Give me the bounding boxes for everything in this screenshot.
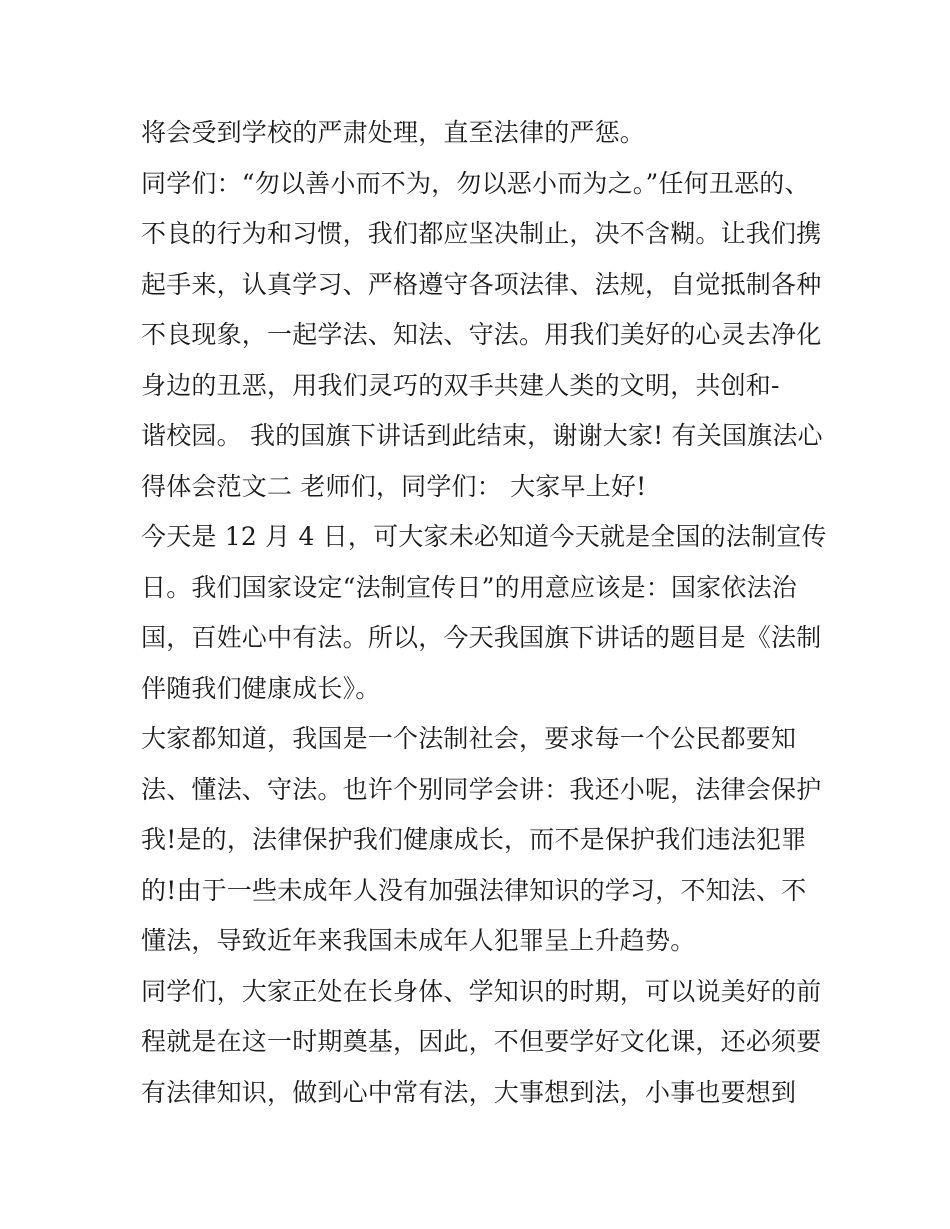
text-line: 程就是在这一时期奠基，因此，不但要学好文化课，还必须要: [141, 1027, 822, 1056]
text-line: 将会受到学校的严肃处理，直至法律的严惩。: [141, 118, 646, 147]
text-line: 同学们，大家正处在长身体、学知识的时期，可以说美好的前: [141, 976, 822, 1006]
text-line: 得体会范文二 老师们，同学们： 大家早上好!: [141, 471, 647, 501]
text-line: 伴随我们健康成长》。: [141, 673, 381, 703]
text-line: 有法律知识，做到心中常有法，大事想到法，小事也要想到: [141, 1077, 797, 1107]
text-line: 起手来，认真学习、严格遵守各项法律、法规，自觉抵制各种: [141, 269, 822, 299]
text-line: 谐校园。 我的国旗下讲话到此结束，谢谢大家! 有关国旗法心: [141, 421, 823, 450]
text-line: 国，百姓心中有法。所以，今天我国旗下讲话的题目是《法制: [141, 623, 822, 652]
text-line: 法、懂法、守法。也许个别同学会讲：我还小呢，法律会保护: [141, 774, 822, 804]
text-line: 日。我们国家设定“法制宣传日”的用意应该是：国家依法治: [141, 572, 797, 602]
text-line: 今天是 12 月 4 日，可大家未必知道今天就是全国的法制宣传: [141, 522, 827, 551]
document-body: [141, 108, 827, 1118]
text-line: 我!是的，法律保护我们健康成长，而不是保护我们违法犯罪: [141, 825, 807, 854]
text-line: 不良的行为和习惯，我们都应坚决制止，决不含糊。让我们携: [141, 219, 822, 248]
text-line: 不良现象，一起学法、知法、守法。用我们美好的心灵去净化: [141, 320, 822, 349]
text-line: 同学们：“勿以善小而不为，勿以恶小而为之。”任何丑恶的、: [141, 168, 810, 198]
text-line: 大家都知道，我国是一个法制社会，要求每一个公民都要知: [141, 724, 797, 753]
text-line: 懂法，导致近年来我国未成年人犯罪呈上升趋势。: [141, 926, 696, 955]
text-line: 的!由于一些未成年人没有加强法律知识的学习，不知法、不: [141, 875, 807, 905]
text-line: 身边的丑恶，用我们灵巧的双手共建人类的文明，共创和-: [141, 370, 780, 400]
